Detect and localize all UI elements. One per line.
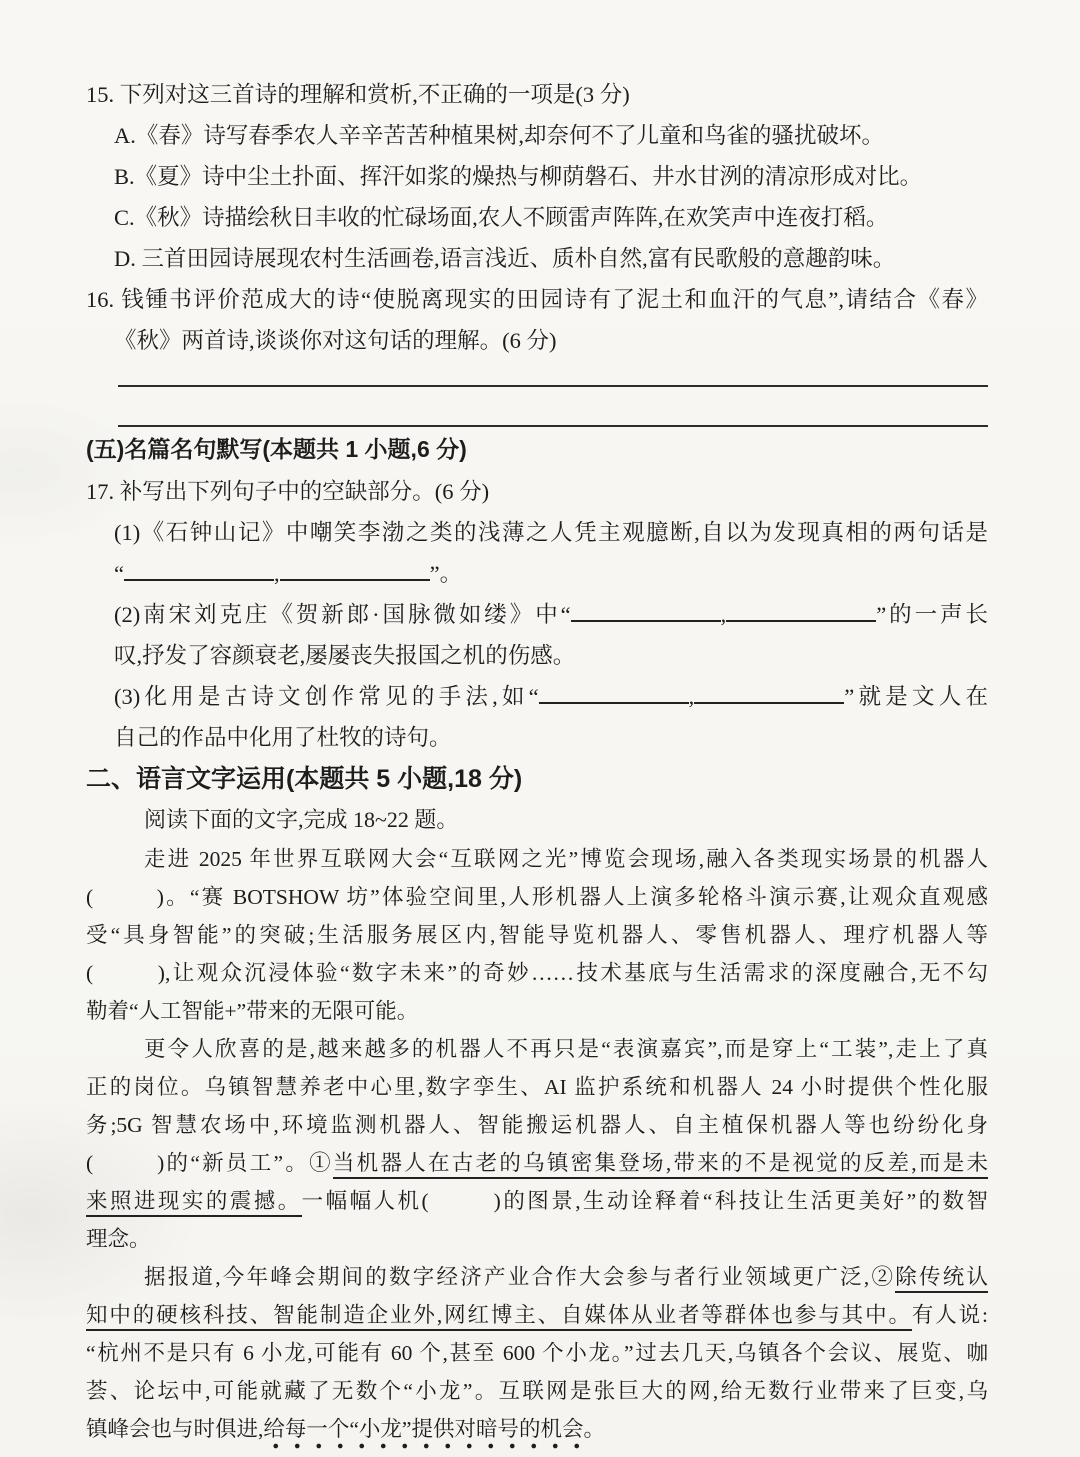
word-choice-blank: ( ) [86,885,164,909]
text-segment: 的图景,生动诠释着“科技让生活更美好”的数智 [500,1189,988,1213]
text-segment: 勒着“人工智能+”带来的无限可能。 [86,999,419,1023]
underlined-sentence: 当机器人在古老的乌镇密集登场,带来的不是视觉的反差,而是未 [333,1151,988,1179]
text-segment: 16. 钱锺书评价范成大的诗“使脱离现实的田园诗有了泥土和血汗的气息”,请结合《春》 [86,287,988,312]
word-choice-blank: ( ) [421,1189,501,1213]
q17-stem [86,471,988,512]
text-segment: 据报道,今年峰会期间的数字经济产业合作大会参与者行业领域更广泛,② [144,1265,896,1289]
q16-answer-line-2 [118,387,988,427]
p3-line5 [86,1410,988,1448]
p1-line4 [86,954,988,992]
text-segment: 二、语言文字运用(本题共 5 小题,18 分) [86,765,523,793]
text-segment: 17. 补写出下列句子中的空缺部分。(6 分) [86,479,490,504]
text-segment: ”就是文人在 [844,684,988,709]
p3-line4 [86,1372,988,1410]
text-segment: 荟、论坛中,可能就藏了无数个“小龙”。互联网是张巨大的网,给无数行业带来了巨变,乌 [86,1379,988,1403]
text-segment: 《秋》两首诗,谈谈你对这句话的理解。(6 分) [114,328,557,353]
q16-answer-line-1 [118,361,988,387]
text-segment: 15. 下列对这三首诗的理解和赏析,不正确的一项是(3 分) [86,82,630,107]
p3-line1 [86,1258,988,1296]
q17-part1-line1 [86,512,988,553]
text-segment: , [688,684,695,709]
text-segment: 理念。 [86,1227,151,1251]
q17-part2-line1 [86,594,988,635]
text-segment: 阅读下面的文字,完成 18~22 题。 [144,807,459,832]
text-segment: 自己的作品中化用了杜牧的诗句。 [114,725,452,750]
text-segment: (2)南宋刘克庄《贺新郎·国脉微如缕》中“ [114,602,571,627]
emphasis-dotted-text: 给每一个“小龙”提供对暗号的机会 [263,1417,583,1449]
text-segment: 更令人欣喜的是,越来越多的机器人不再只是“表演嘉宾”,而是穿上“工装”,走上了真 [144,1037,988,1061]
fill-in-blank-line [571,620,721,622]
text-segment: 走进 2025 年世界互联网大会“互联网之光”博览会现场,融入各类现实场景的机器人 [144,847,988,871]
text-segment: A.《春》诗写春季农人辛辛苦苦种植果树,却奈何不了儿童和鸟雀的骚扰破坏。 [114,123,885,148]
q16-stem-line2 [86,320,988,361]
text-segment: ,让观众沉浸体验“数字未来”的奇妙……技术基底与生活需求的深度融合,无不勾 [164,961,989,985]
text-segment: (五)名篇名句默写(本题共 1 小题,6 分) [86,436,467,462]
word-choice-blank: ( ) [86,961,165,985]
text-segment: “ [114,561,124,586]
q17-part3-line2 [86,717,988,758]
fill-in-blank-line [726,620,876,622]
text-segment: , [720,602,727,627]
fill-in-blank-line [539,702,689,704]
p3-line2 [86,1296,988,1334]
text-segment: D. 三首田园诗展现农村生活画卷,语言浅近、质朴自然,富有民歌般的意趣韵味。 [114,246,896,271]
q15-stem [86,74,988,115]
text-segment: 。 [583,1417,605,1441]
exam-content [86,74,988,1448]
q15-option-c [86,197,988,238]
text-segment: “杭州不是只有 6 小龙,可能有 60 个,甚至 600 个小龙。”过去几天,乌镇各个会议、展览、咖 [86,1341,988,1365]
text-segment: C.《秋》诗描绘秋日丰收的忙碌场面,农人不顾雷声阵阵,在欢笑声中连夜打稻。 [114,205,889,230]
text-segment: , [274,561,280,586]
p2-line6 [86,1220,988,1258]
p3-line3 [86,1334,988,1372]
p1-line1 [86,840,988,878]
q17-part1-blanks [86,553,988,594]
text-segment: (1)《石钟山记》中嘲笑李渤之类的浅薄之人凭主观臆断,自以为发现真相的两句话是 [114,520,988,545]
p2-line2 [86,1068,988,1106]
q17-part2-line2 [86,635,988,676]
word-choice-blank: ( ) [86,1151,165,1175]
text-segment: ”。 [429,561,463,586]
p2-line5 [86,1182,988,1220]
q16-stem-line1 [86,279,988,320]
fill-in-blank-line [694,702,844,704]
text-segment: ”的一声长 [876,602,988,627]
text-segment: (3)化用是古诗文创作常见的手法,如“ [114,684,539,709]
p1-line2 [86,878,988,916]
text-segment: 受“具身智能”的突破;生活服务展区内,智能导览机器人、零售机器人、理疗机器人等 [86,923,988,947]
passage-intro [86,800,988,840]
q15-option-d [86,238,988,279]
text-segment: B.《夏》诗中尘土扑面、挥汗如浆的燥热与柳荫磐石、井水甘洌的清凉形成对比。 [114,164,923,189]
p1-line3 [86,916,988,954]
section-2-heading [86,758,988,800]
p2-line1 [86,1030,988,1068]
fill-in-blank-line [280,579,430,581]
text-segment: 有人说: [911,1303,988,1327]
p1-line5 [86,992,988,1030]
underlined-sentence: 来照进现实的震撼。 [86,1189,302,1217]
text-segment: 叹,抒发了容颜衰老,屡屡丧失报国之机的伤感。 [114,643,576,668]
underlined-sentence: 除传统认 [895,1265,988,1293]
text-segment: 镇峰会也与时俱进, [86,1417,264,1441]
q15-option-b [86,156,988,197]
text-segment: 一幅幅人机 [301,1189,422,1213]
underlined-sentence: 知中的硬核科技、智能制造企业外,网红博主、自媒体从业者等群体也参与其中。 [86,1303,912,1331]
p2-line3 [86,1106,988,1144]
q17-part3-line1 [86,676,988,717]
q15-option-a [86,115,988,156]
text-segment: 的“新员工”。① [164,1151,333,1175]
text-segment: 。“赛 BOTSHOW 坊”体验空间里,人形机器人上演多轮格斗演示赛,让观众直观感 [163,885,988,909]
p2-line4 [86,1144,988,1182]
text-segment: 正的岗位。乌镇智慧养老中心里,数字孪生、AI 监护系统和机器人 24 小时提供个性化服 [86,1075,988,1099]
text-segment: 务;5G 智慧农场中,环境监测机器人、智能搬运机器人、自主植保机器人等也纷纷化身 [86,1113,988,1137]
fill-in-blank-line [124,579,274,581]
section-5-heading [86,427,988,471]
